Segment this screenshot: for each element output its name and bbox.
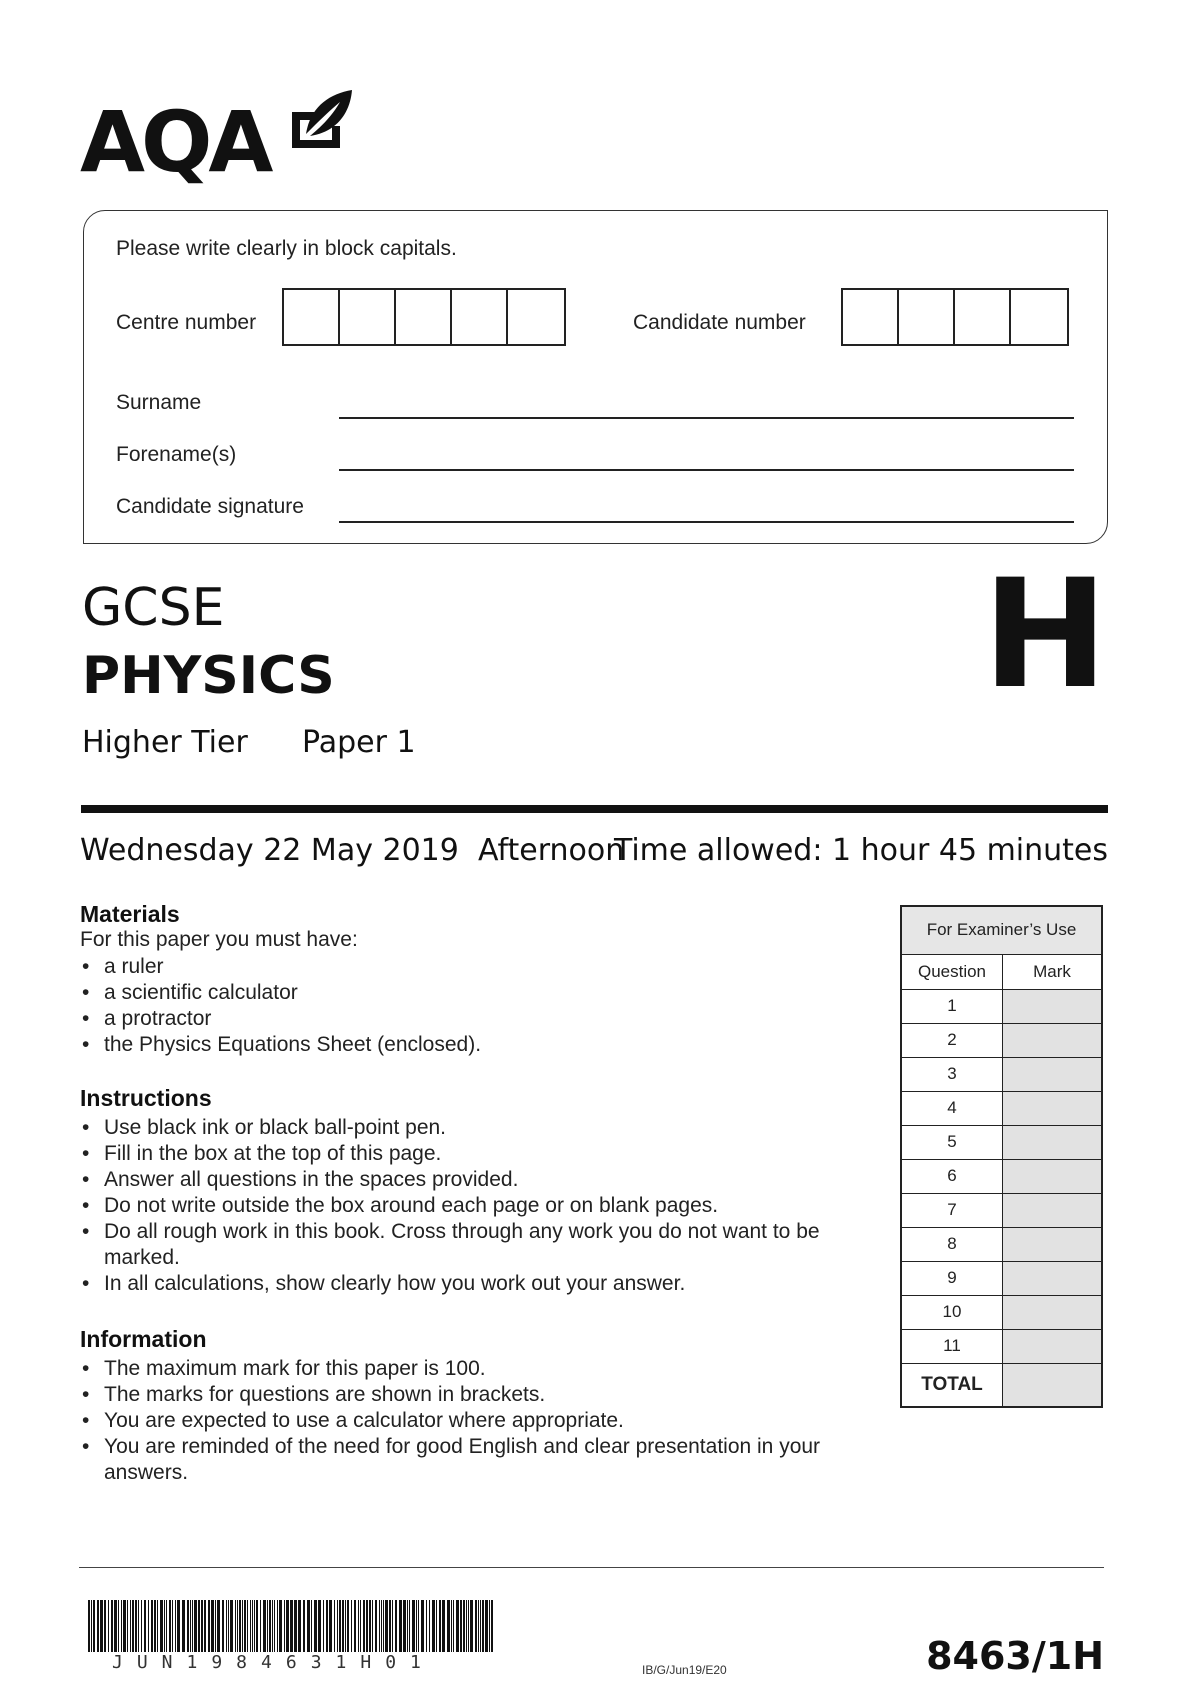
barcode-bar <box>379 1600 380 1652</box>
barcode-bar <box>247 1600 248 1652</box>
barcode-bar <box>252 1600 253 1652</box>
barcode-bar <box>334 1600 335 1652</box>
mark-cell <box>1003 1125 1103 1159</box>
barcode-bar <box>215 1600 216 1652</box>
question-number: 10 <box>901 1295 1003 1329</box>
exam-session: Afternoon <box>478 833 625 868</box>
question-number: 4 <box>901 1091 1003 1125</box>
barcode-bar <box>369 1600 371 1652</box>
barcode-bar <box>242 1600 243 1652</box>
barcode-bar <box>157 1600 158 1652</box>
candidate-number-label: Candidate number <box>633 311 806 334</box>
barcode-icon <box>88 1600 498 1652</box>
mark-cell <box>1003 1227 1103 1261</box>
information-heading: Information <box>80 1326 207 1352</box>
table-row <box>901 1295 1102 1329</box>
barcode-bar <box>463 1600 465 1652</box>
question-column-header: Question <box>901 954 1003 989</box>
barcode-bar <box>366 1600 368 1652</box>
barcode-bar <box>123 1600 126 1652</box>
mark-cell <box>1003 1159 1103 1193</box>
barcode-bar <box>426 1600 427 1652</box>
barcode-bar <box>385 1600 388 1652</box>
barcode-bar <box>138 1600 139 1652</box>
qualification-title: GCSE <box>82 578 225 638</box>
table-row <box>901 1329 1102 1363</box>
barcode-bar <box>360 1600 361 1652</box>
forename-label: Forename(s) <box>116 443 237 466</box>
barcode-bar <box>482 1600 484 1652</box>
barcode-bar <box>311 1600 312 1652</box>
mark-cell <box>1003 1057 1103 1091</box>
table-row <box>901 1261 1102 1295</box>
barcode-bar <box>347 1600 349 1652</box>
barcode-bar <box>489 1600 490 1652</box>
list-item: • In all calculations, show clearly how you work out your answer. <box>80 1271 850 1297</box>
barcode-bar <box>263 1600 266 1652</box>
barcode-bar <box>491 1600 493 1652</box>
barcode-bar <box>169 1600 171 1652</box>
barcode-bar <box>351 1600 352 1652</box>
signature-line[interactable] <box>339 521 1074 523</box>
tier-letter: H <box>982 548 1108 722</box>
barcode-bar <box>222 1600 224 1652</box>
examiner-use-table <box>900 905 1103 1408</box>
centre-digit-box[interactable] <box>284 290 340 344</box>
barcode-bar <box>342 1600 344 1652</box>
barcode-bar <box>235 1600 236 1652</box>
examiner-table-title: For Examiner’s Use <box>901 906 1102 954</box>
barcode-bar <box>439 1600 441 1652</box>
barcode-bar <box>337 1600 338 1652</box>
barcode-bar <box>303 1600 305 1652</box>
barcode-bar <box>91 1600 92 1652</box>
barcode-bar <box>260 1600 261 1652</box>
barcode-bar <box>284 1600 285 1652</box>
barcode-bar <box>237 1600 238 1652</box>
barcode-bar <box>392 1600 393 1652</box>
instructions-heading: Instructions <box>80 1085 212 1111</box>
barcode-bar <box>182 1600 185 1652</box>
barcode-bar <box>190 1600 191 1652</box>
barcode-bar <box>141 1600 142 1652</box>
barcode-bar <box>154 1600 156 1652</box>
block-capitals-instruction: Please write clearly in block capitals. <box>116 237 457 260</box>
barcode-bar <box>272 1600 273 1652</box>
barcode-bar <box>230 1600 233 1652</box>
signature-label: Candidate signature <box>116 495 304 518</box>
barcode-bar <box>187 1600 189 1652</box>
barcode-bar <box>114 1600 117 1652</box>
barcode-bar <box>274 1600 275 1652</box>
barcode-bar <box>447 1600 450 1652</box>
barcode-bar <box>118 1600 119 1652</box>
barcode-bar <box>144 1600 146 1652</box>
barcode-bar <box>403 1600 406 1652</box>
barcode-bar <box>318 1600 321 1652</box>
barcode-bar <box>345 1600 346 1652</box>
barcode-bar <box>127 1600 128 1652</box>
barcode-bar <box>177 1600 180 1652</box>
barcode-bar <box>132 1600 134 1652</box>
barcode-bar <box>267 1600 268 1652</box>
barcode-bar <box>407 1600 408 1652</box>
list-item: • a ruler <box>80 954 850 980</box>
barcode-bar <box>466 1600 467 1652</box>
barcode-bar <box>256 1600 258 1652</box>
barcode-bar <box>100 1600 103 1652</box>
barcode-bar <box>135 1600 137 1652</box>
materials-list <box>80 954 850 1058</box>
barcode-bar <box>198 1600 200 1652</box>
barcode-bar <box>277 1600 278 1652</box>
question-number: 11 <box>901 1329 1003 1363</box>
barcode-bar <box>412 1600 415 1652</box>
centre-digit-box[interactable] <box>452 290 508 344</box>
barcode-bar <box>269 1600 271 1652</box>
barcode-bar <box>211 1600 214 1652</box>
mark-cell <box>1003 1295 1103 1329</box>
total-label: TOTAL <box>901 1363 1003 1407</box>
barcode-bar <box>478 1600 479 1652</box>
list-item: • Do not write outside the box around each page or on blank pages. <box>80 1193 850 1219</box>
barcode-bar <box>363 1600 365 1652</box>
barcode-bar <box>217 1600 220 1652</box>
list-item: • Answer all questions in the spaces provided. <box>80 1167 850 1193</box>
barcode-bar <box>323 1600 324 1652</box>
barcode-bar <box>429 1600 430 1652</box>
question-number: 5 <box>901 1125 1003 1159</box>
barcode-bar <box>451 1600 452 1652</box>
barcode-bar <box>204 1600 206 1652</box>
barcode-bar <box>208 1600 210 1652</box>
list-item: • The maximum mark for this paper is 100. <box>80 1356 850 1382</box>
centre-number-label: Centre number <box>116 311 257 334</box>
barcode-bar <box>468 1600 469 1652</box>
candidate-details-box <box>83 210 1108 544</box>
title-divider <box>81 805 1108 813</box>
question-number: 1 <box>901 989 1003 1023</box>
barcode-bar <box>93 1600 95 1652</box>
centre-digit-box[interactable] <box>340 290 396 344</box>
table-row <box>901 1023 1102 1057</box>
barcode-bar <box>460 1600 462 1652</box>
mark-cell <box>1003 989 1103 1023</box>
barcode-bar <box>354 1600 356 1652</box>
mark-cell <box>1003 1193 1103 1227</box>
barcode-bar <box>418 1600 419 1652</box>
surname-line[interactable] <box>339 417 1074 419</box>
list-item: • Fill in the box at the top of this page. <box>80 1141 850 1167</box>
surname-label: Surname <box>116 391 202 414</box>
barcode-bar <box>239 1600 241 1652</box>
list-item: • the Physics Equations Sheet (enclosed). <box>80 1032 850 1058</box>
barcode-bar <box>470 1600 473 1652</box>
table-row <box>901 1125 1102 1159</box>
centre-number-boxes[interactable] <box>282 288 566 346</box>
barcode-bar <box>475 1600 477 1652</box>
mark-cell <box>1003 1023 1103 1057</box>
barcode-bar <box>88 1600 90 1652</box>
table-row <box>901 1091 1102 1125</box>
barcode-bar <box>399 1600 402 1652</box>
barcode-bar <box>339 1600 341 1652</box>
candidate-digit-box[interactable] <box>843 290 899 344</box>
list-item: • You are expected to use a calculator where appropriate. <box>80 1408 850 1434</box>
materials-heading: Materials <box>80 901 180 927</box>
barcode-bar <box>164 1600 165 1652</box>
barcode-bar <box>201 1600 203 1652</box>
question-number: 9 <box>901 1261 1003 1295</box>
mark-column-header: Mark <box>1003 954 1103 989</box>
barcode-bar <box>166 1600 167 1652</box>
barcode-bar <box>254 1600 255 1652</box>
list-item: • The marks for questions are shown in brackets. <box>80 1382 850 1408</box>
exam-date: Wednesday 22 May 2019 <box>80 833 459 868</box>
instructions-list <box>80 1115 850 1297</box>
barcode-bar <box>111 1600 113 1652</box>
barcode-bar <box>108 1600 109 1652</box>
total-mark-cell <box>1003 1363 1103 1407</box>
barcode-bar <box>298 1600 301 1652</box>
barcode-bar <box>416 1600 417 1652</box>
subject-title: PHYSICS <box>82 646 335 706</box>
table-row <box>901 1159 1102 1193</box>
table-row <box>901 1193 1102 1227</box>
barcode-bar <box>326 1600 328 1652</box>
barcode-bar <box>436 1600 437 1652</box>
tier-label: Higher Tier <box>82 725 248 760</box>
list-item: • Use black ink or black ball-point pen. <box>80 1115 850 1141</box>
barcode-bar <box>442 1600 445 1652</box>
barcode-bar <box>130 1600 131 1652</box>
mark-cell <box>1003 1329 1103 1363</box>
barcode-bar <box>226 1600 227 1652</box>
barcode-bar <box>151 1600 153 1652</box>
barcode-bar <box>381 1600 382 1652</box>
barcode-bar <box>372 1600 373 1652</box>
barcode-bar <box>485 1600 488 1652</box>
barcode-bar <box>329 1600 332 1652</box>
mark-cell <box>1003 1261 1103 1295</box>
barcode-bar <box>480 1600 481 1652</box>
document-reference: IB/G/Jun19/E20 <box>642 1663 727 1677</box>
barcode-bar <box>432 1600 435 1652</box>
barcode-bar <box>358 1600 359 1652</box>
barcode-bar <box>194 1600 197 1652</box>
barcode-bar <box>97 1600 99 1652</box>
question-number: 7 <box>901 1193 1003 1227</box>
question-number: 3 <box>901 1057 1003 1091</box>
question-number: 6 <box>901 1159 1003 1193</box>
barcode-bar <box>121 1600 122 1652</box>
barcode-bar <box>421 1600 424 1652</box>
table-row <box>901 1057 1102 1091</box>
footer-divider <box>79 1567 1104 1568</box>
candidate-digit-box[interactable] <box>899 290 955 344</box>
barcode-bar <box>290 1600 293 1652</box>
barcode-bar <box>294 1600 297 1652</box>
barcode-bar <box>172 1600 173 1652</box>
barcode-bar <box>375 1600 377 1652</box>
barcode-bar <box>286 1600 289 1652</box>
barcode-bar <box>175 1600 176 1652</box>
list-item: • Do all rough work in this book. Cross through any work you do not want to be marked. <box>80 1219 850 1271</box>
barcode-bar <box>104 1600 106 1652</box>
barcode-bar <box>228 1600 229 1652</box>
table-row <box>901 1227 1102 1261</box>
barcode-bar <box>160 1600 163 1652</box>
barcode-bar <box>453 1600 454 1652</box>
barcode-bar <box>250 1600 251 1652</box>
time-allowed: Time allowed: 1 hour 45 minutes <box>613 833 1108 868</box>
barcode-bar <box>395 1600 397 1652</box>
barcode-bar <box>192 1600 193 1652</box>
barcode-text: JUN1984631H01 <box>112 1652 435 1673</box>
forename-line[interactable] <box>339 469 1074 471</box>
paper-code: 8463/1H <box>926 1634 1104 1678</box>
question-number: 2 <box>901 1023 1003 1057</box>
leaf-icon <box>288 88 354 150</box>
mark-cell <box>1003 1091 1103 1125</box>
barcode-bar <box>244 1600 246 1652</box>
question-number: 8 <box>901 1227 1003 1261</box>
barcode-bar <box>148 1600 149 1652</box>
materials-intro: For this paper you must have: <box>80 928 358 951</box>
candidate-number-boxes[interactable] <box>841 288 1069 346</box>
candidate-digit-box[interactable] <box>955 290 1011 344</box>
barcode-bar <box>314 1600 317 1652</box>
list-item: • You are reminded of the need for good English and clear presentation in your answers. <box>80 1434 850 1486</box>
list-item: • a scientific calculator <box>80 980 850 1006</box>
logo-wordmark: AQA <box>80 93 270 191</box>
barcode-bar <box>383 1600 384 1652</box>
barcode-bar <box>279 1600 282 1652</box>
list-item: • a protractor <box>80 1006 850 1032</box>
barcode-bar <box>389 1600 391 1652</box>
barcode-bar <box>409 1600 410 1652</box>
centre-digit-box[interactable] <box>508 290 564 344</box>
candidate-digit-box[interactable] <box>1011 290 1067 344</box>
information-list <box>80 1356 850 1486</box>
centre-digit-box[interactable] <box>396 290 452 344</box>
table-row <box>901 989 1102 1023</box>
total-row <box>901 1363 1102 1407</box>
paper-label: Paper 1 <box>302 725 416 760</box>
barcode-bar <box>456 1600 459 1652</box>
barcode-bar <box>307 1600 310 1652</box>
